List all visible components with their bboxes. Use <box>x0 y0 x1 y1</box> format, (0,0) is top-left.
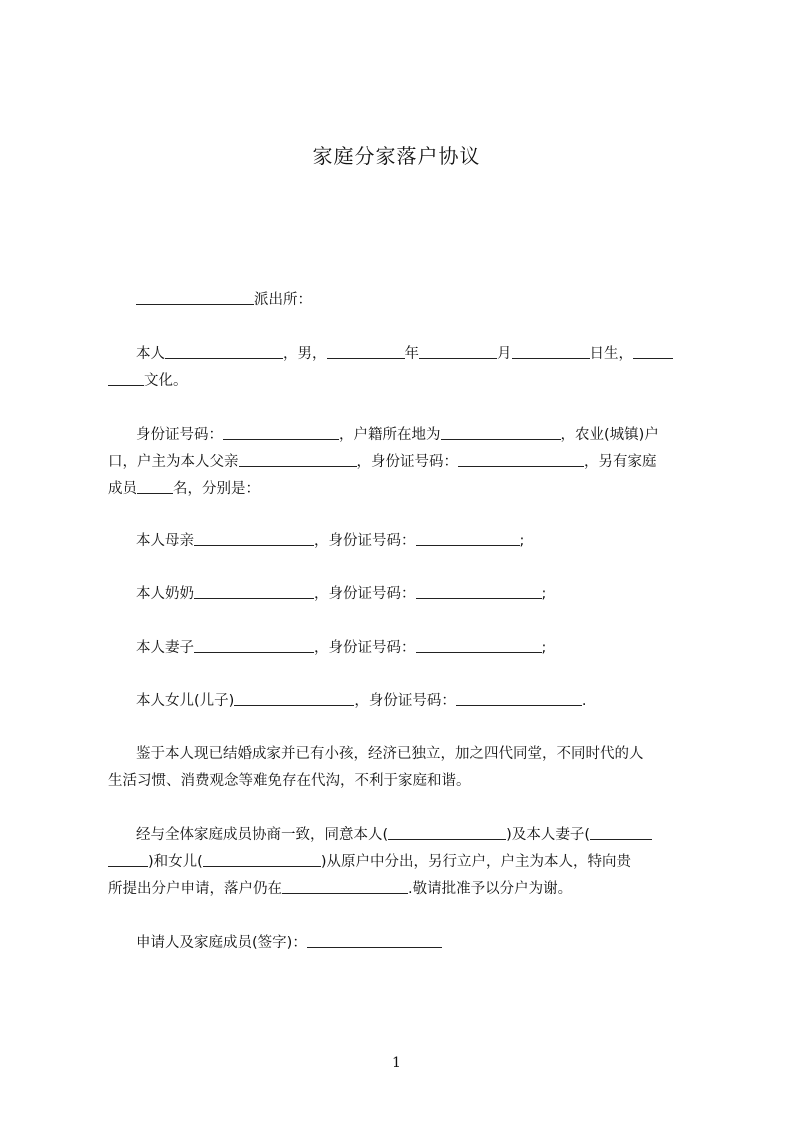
request-line-3 <box>108 876 708 903</box>
member-end: . <box>581 693 587 709</box>
member-row-grandmother <box>108 581 708 608</box>
blank-month <box>419 344 497 359</box>
blank-daughter-name <box>203 852 321 867</box>
household-line-3 <box>108 476 708 503</box>
member-id-label: ，身份证号码： <box>314 586 416 602</box>
member-row-child <box>108 688 708 715</box>
members-list-label: 名，分别是： <box>173 481 260 497</box>
request-line-1 <box>108 822 708 849</box>
registration-label: ，户籍所在地为 <box>339 427 441 443</box>
birthday-label: 日生， <box>589 346 633 362</box>
household-line-2 <box>108 449 708 476</box>
blank-wife-name-1 <box>590 825 652 840</box>
blank-wife-name-2 <box>108 852 148 867</box>
blank-name <box>165 344 283 359</box>
blank-year <box>327 344 405 359</box>
member-label: 本人奶奶 <box>136 586 194 602</box>
reason-text-1: 鉴于本人现已结婚成家并已有小孩，经济已独立，加之四代同堂，不同时代的人 <box>136 746 644 762</box>
member-row-mother <box>108 528 708 555</box>
member-id-label: ，身份证号码： <box>314 640 416 656</box>
member-end: ; <box>519 533 525 549</box>
addressee-suffix: 派出所： <box>254 292 312 308</box>
self-label: 本人 <box>136 346 165 362</box>
signature-label: 申请人及家庭成员(签字)： <box>136 935 307 951</box>
member-id-label: ，身份证号码： <box>354 693 456 709</box>
request-text-d: )从原户中分出，另行立户，户主为本人，特向贵 <box>320 854 631 870</box>
member-end: ; <box>541 640 547 656</box>
other-members-label: ，另有家庭 <box>584 454 657 470</box>
household-type-label: ，农业(城镇)户 <box>560 427 659 443</box>
blank-father-name <box>239 452 357 467</box>
blank-settle-place <box>282 879 408 894</box>
household-line-1 <box>108 422 708 449</box>
blank-member-count <box>137 479 173 494</box>
blank-member-id <box>456 691 582 706</box>
reason-line-1 <box>108 741 708 768</box>
personal-info-line-1 <box>108 341 708 368</box>
document-title: 家庭分家落户协议 <box>312 144 481 168</box>
blank-father-id <box>458 452 584 467</box>
request-text-f: .敬请批准予以分户为谢。 <box>408 881 573 897</box>
blank-member-name <box>234 691 354 706</box>
blank-education-2 <box>108 371 144 386</box>
month-label: 月 <box>497 346 512 362</box>
blank-registration-place <box>441 425 561 440</box>
year-label: 年 <box>404 346 419 362</box>
blank-member-id <box>416 638 542 653</box>
gender-text: ，男， <box>283 346 327 362</box>
member-label: 本人妻子 <box>136 640 194 656</box>
member-end: ; <box>541 586 547 602</box>
blank-member-id <box>416 584 542 599</box>
blank-id-number <box>223 425 339 440</box>
blank-day <box>512 344 590 359</box>
request-text-a: 经与全体家庭成员协商一致，同意本人( <box>136 827 389 843</box>
addressee-line <box>108 287 708 314</box>
blank-signature <box>307 933 442 948</box>
blank-member-id <box>416 531 520 546</box>
request-text-e: 所提出分户申请，落户仍在 <box>108 881 282 897</box>
request-text-b: )及本人妻子( <box>506 827 590 843</box>
id-label: 身份证号码： <box>136 427 223 443</box>
request-line-2 <box>108 849 708 876</box>
member-label: 本人女儿(儿子) <box>136 693 235 709</box>
request-text-c: )和女儿( <box>148 854 203 870</box>
father-label: 口，户主为本人父亲 <box>108 454 239 470</box>
member-id-label: ，身份证号码： <box>314 533 416 549</box>
page-number: 1 <box>392 1055 401 1071</box>
blank-member-name <box>194 584 314 599</box>
education-label: 文化。 <box>144 373 188 389</box>
blank-education-1 <box>633 344 673 359</box>
signature-line <box>108 930 708 957</box>
personal-info-line-2 <box>108 368 708 395</box>
member-row-wife <box>108 635 708 662</box>
blank-member-name <box>194 638 314 653</box>
father-id-label: ，身份证号码： <box>356 454 458 470</box>
member-label: 本人母亲 <box>136 533 194 549</box>
reason-text-2: 生活习惯、消费观念等难免存在代沟，不利于家庭和谐。 <box>108 773 471 789</box>
members-label: 成员 <box>108 481 137 497</box>
blank-member-name <box>194 531 314 546</box>
blank-police-station <box>136 290 254 305</box>
reason-line-2 <box>108 768 708 795</box>
blank-self-name <box>388 825 506 840</box>
